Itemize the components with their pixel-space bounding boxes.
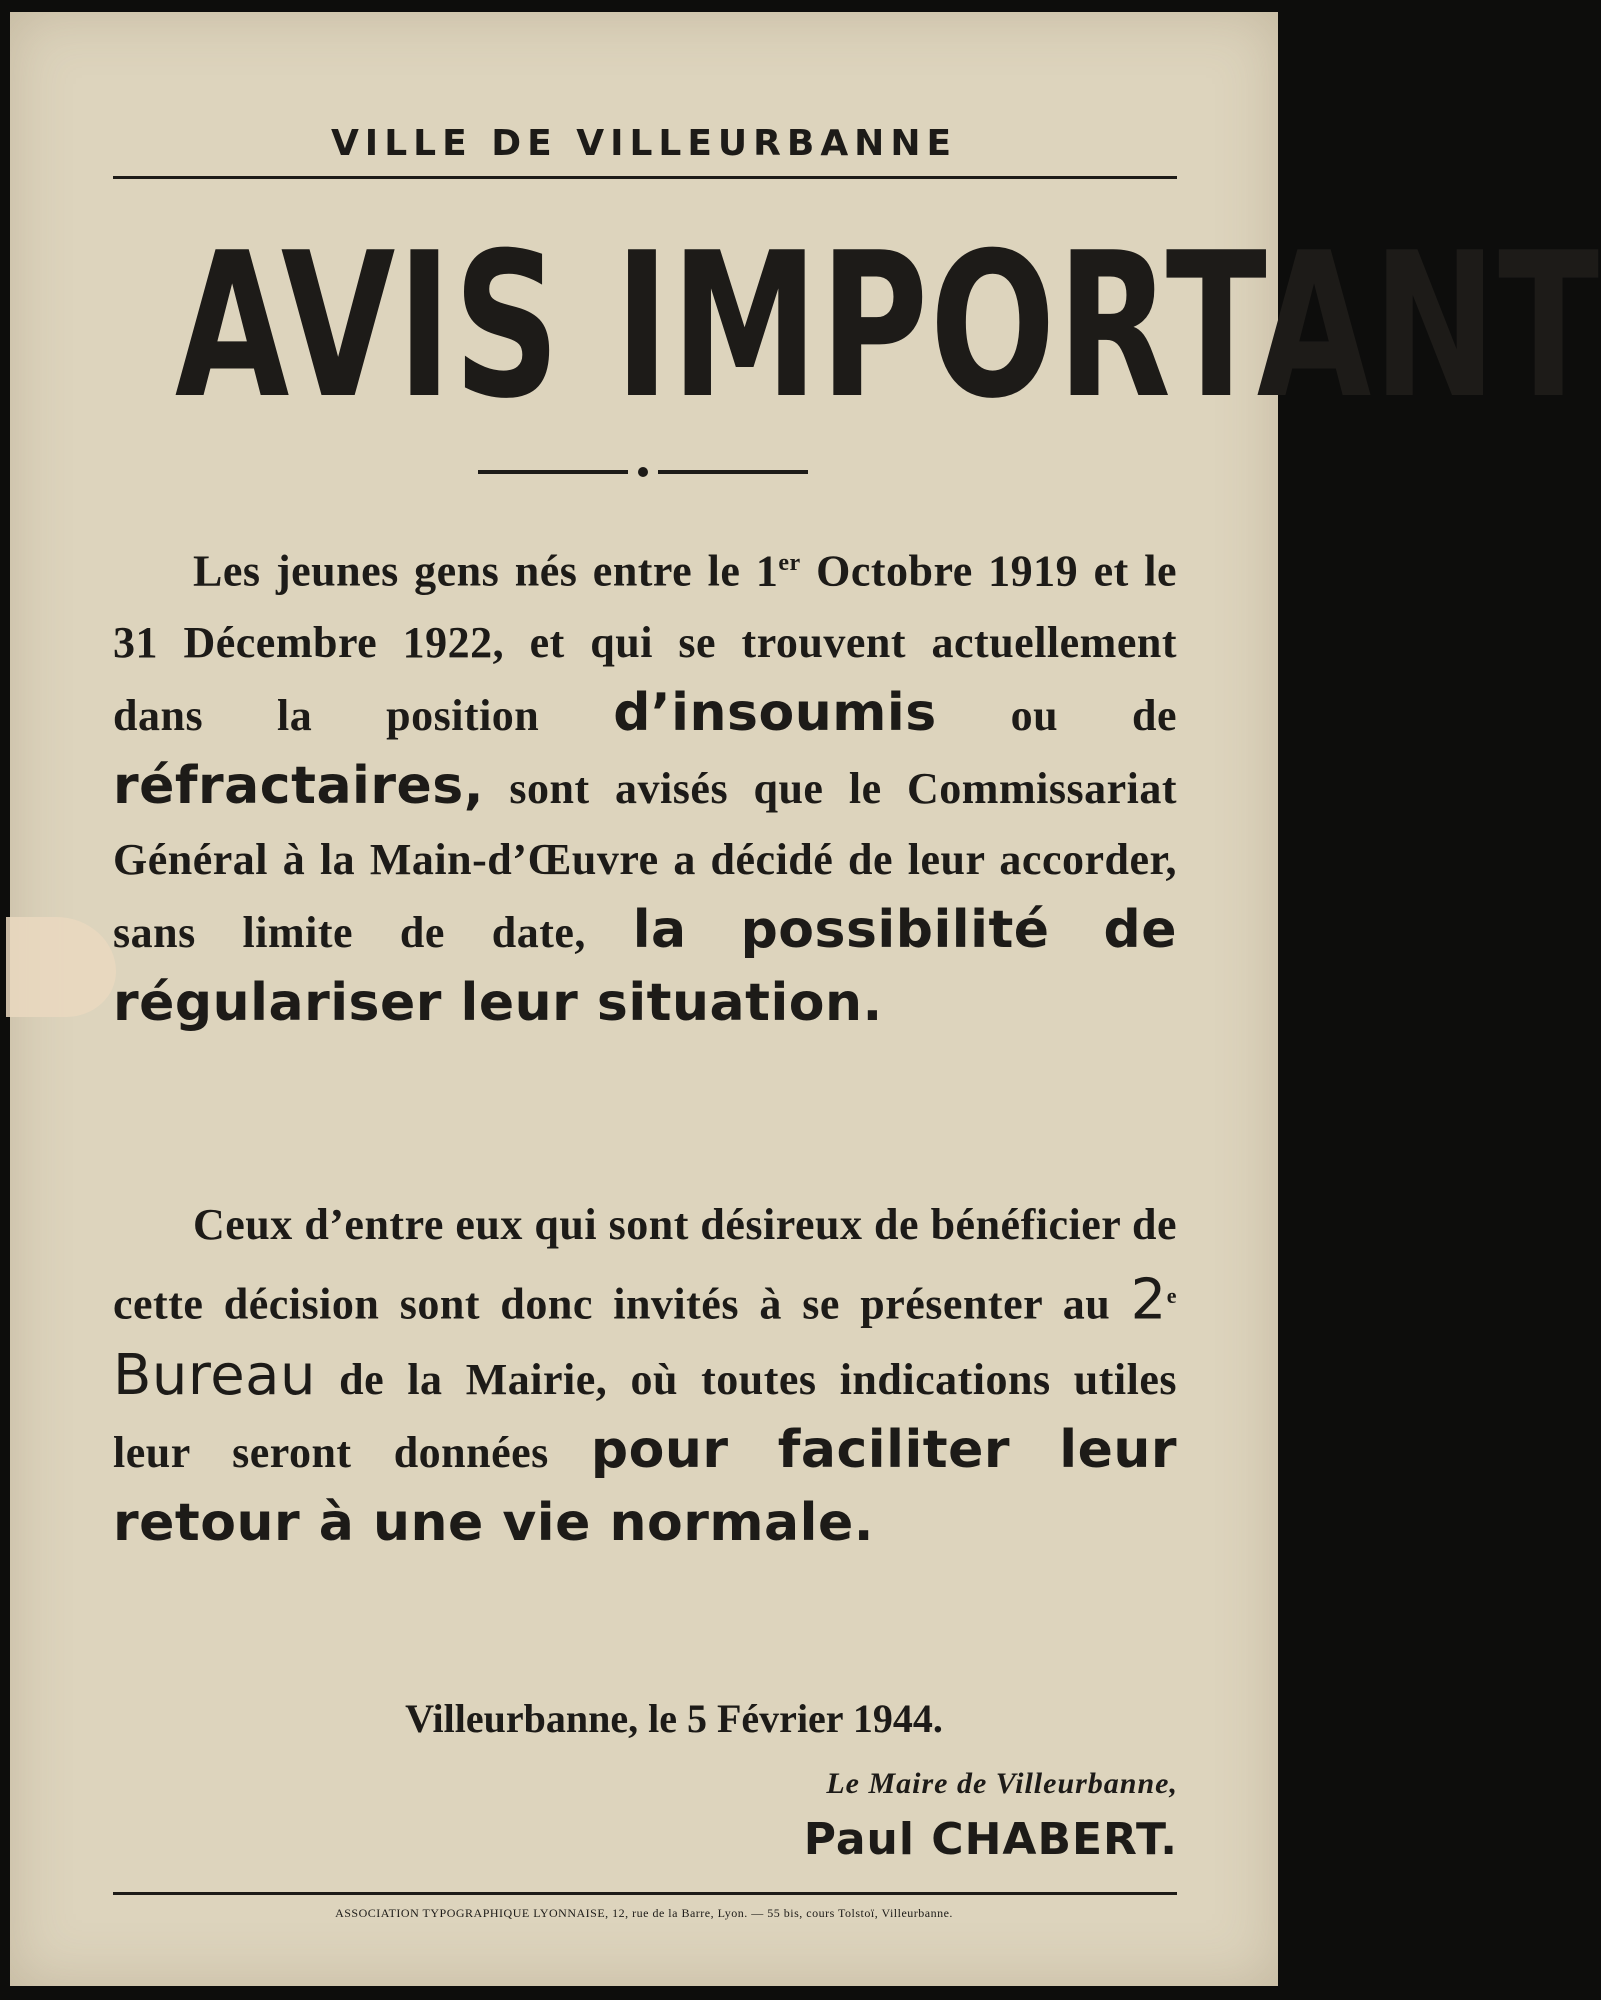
para1-insoumis: d’insoumis bbox=[613, 682, 937, 743]
printer-credit: ASSOCIATION TYPOGRAPHIQUE LYONNAISE, 12, rue de la Barre, Lyon. — 55 bis, cours Tolstoï, Villeurbanne. bbox=[335, 1906, 953, 1920]
para1-regularisation: la possibilité de régulariser leur situation. bbox=[113, 899, 1177, 1033]
para2-intro: Ceux d’entre eux qui sont désireux de bénéficier de cette décision sont donc invités à se présenter au bbox=[113, 1200, 1177, 1329]
para1-intro: Les jeunes gens nés entre le 1 bbox=[193, 546, 779, 596]
footer-rule bbox=[113, 1892, 1177, 1895]
paper-stain bbox=[6, 917, 116, 1017]
para1-middle: Octobre 1919 et le 31 Décembre 1922, et qui se trouvent actuellement dans la position bbox=[113, 546, 1177, 740]
para1-mid3: sont avisés que le Commissariat Général à la Main-d’Œuvre a décidé de leur accorder, sans limite de date, bbox=[113, 763, 1177, 957]
header-rule bbox=[113, 176, 1177, 179]
paragraph-instructions bbox=[113, 1189, 1177, 1561]
ornament-left-line bbox=[478, 470, 628, 474]
para1-ordinal: er bbox=[778, 550, 801, 576]
para2-bureau-number: 2 bbox=[1130, 1267, 1167, 1333]
poster-sheet bbox=[10, 12, 1601, 1986]
para2-mid: de la Mairie, où toutes indications utiles leur seront données bbox=[113, 1354, 1177, 1477]
ornament-dot bbox=[638, 467, 648, 477]
para2-retour: pour faciliter leur retour à une vie normale. bbox=[113, 1419, 1178, 1553]
para1-mid2: ou de bbox=[936, 690, 1177, 740]
para2-bureau-sup: e bbox=[1166, 1283, 1177, 1308]
ornament-right-line bbox=[658, 470, 808, 474]
para1-refractaires: réfractaires, bbox=[113, 755, 484, 816]
para2-bureau-word: Bureau bbox=[113, 1342, 316, 1408]
place-date: Villeurbanne, le 5 Février 1944. bbox=[405, 1696, 943, 1741]
poster-title: AVIS IMPORTANT bbox=[174, 210, 1601, 443]
mayor-title: Le Maire de Villeurbanne, bbox=[826, 1767, 1178, 1800]
paragraph-amnesty bbox=[113, 528, 1177, 1041]
header-town: VILLE DE VILLEURBANNE bbox=[330, 123, 958, 164]
mayor-name: Paul CHABERT. bbox=[803, 1814, 1178, 1865]
